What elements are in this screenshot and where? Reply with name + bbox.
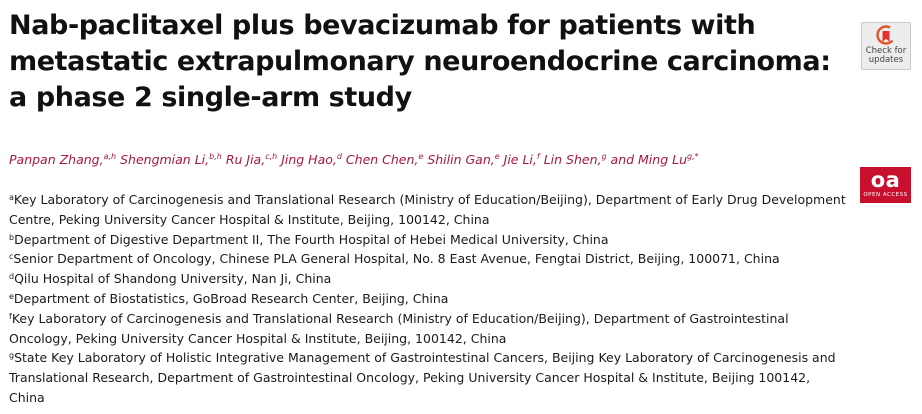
affiliation-text: Qilu Hospital of Shandong University, Nan Ji, China <box>14 271 332 287</box>
open-access-mark: oa <box>870 168 901 192</box>
author-affiliation-superscript: e <box>494 152 500 161</box>
open-access-label: OPEN ACCESS <box>863 192 908 198</box>
author-affiliation-superscript: g <box>601 152 607 161</box>
author-name[interactable]: and Ming Lu <box>610 152 687 167</box>
open-access-logo <box>860 167 911 203</box>
article-title: Nab-paclitaxel plus bevacizumab for patients with metastatic extrapulmonary neuroendocrine carcinoma: a phase 2 single-arm study <box>9 10 831 113</box>
author-name[interactable]: Shengmian Li, <box>120 152 210 167</box>
affiliation-item <box>9 289 849 309</box>
author-name[interactable]: Panpan Zhang, <box>9 152 104 167</box>
affiliation-text: Department of Biostatistics, GoBroad Research Center, Beijing, China <box>13 290 449 306</box>
affiliation-item <box>9 190 849 230</box>
affiliation-item <box>9 230 849 250</box>
affiliation-item <box>9 309 849 349</box>
affiliation-letter: d <box>9 272 15 282</box>
author-name[interactable]: Ru Jia, <box>225 152 266 167</box>
author-affiliation-superscript: e <box>418 152 424 161</box>
author-list <box>9 151 839 169</box>
affiliation-text: Senior Department of Oncology, Chinese PLA General Hospital, No. 8 East Avenue, Fengtai District, Beijing, 100071, China <box>13 251 780 267</box>
author-affiliation-superscript: b,h <box>209 152 222 161</box>
author-affiliation-superscript: c,h <box>265 152 278 161</box>
affiliation-letter: a <box>9 193 14 202</box>
affiliation-item <box>9 249 849 269</box>
author-affiliation-superscript: d <box>336 152 342 161</box>
affiliation-letter: f <box>9 311 12 321</box>
affiliation-list <box>9 190 849 408</box>
author-affiliation-superscript: g,* <box>687 152 699 161</box>
affiliation-text: State Key Laboratory of Holistic Integrative Management of Gastrointestinal Cancers, Beijing Key Laboratory of Carcinogenesis and Translational Research, Department of Gastrointestinal Oncology, Peking University Cancer Hospital & Institute, Beijing 100142, China <box>9 350 836 405</box>
bookmark-ribbon-icon <box>876 25 896 47</box>
badge-text-line2: updates <box>868 55 904 65</box>
author-name[interactable]: Shilin Gan, <box>427 152 495 167</box>
affiliation-text: Key Laboratory of Carcinogenesis and Translational Research (Ministry of Education/Beijing), Department of Gastrointestinal Oncology, Peking University Cancer Hospital & Institute, Beijing, 100142, China <box>9 310 789 346</box>
affiliation-item <box>9 348 849 407</box>
affiliation-letter: c <box>9 252 14 262</box>
author-affiliation-superscript: a,h <box>103 152 117 161</box>
affiliation-letter: b <box>9 232 15 242</box>
affiliation-item <box>9 269 849 289</box>
author-name[interactable]: Jie Li, <box>503 152 537 167</box>
author-name[interactable]: Lin Shen, <box>543 152 602 167</box>
author-name[interactable]: Jing Hao, <box>281 152 337 167</box>
affiliation-text: Department of Digestive Department II, The Fourth Hospital of Hebei Medical University, China <box>14 231 609 247</box>
author-name[interactable]: Chen Chen, <box>345 152 419 167</box>
badge-text-line1: Check for <box>865 46 907 56</box>
affiliation-letter: e <box>9 291 14 301</box>
affiliation-text: Key Laboratory of Carcinogenesis and Translational Research (Ministry of Education/Beijing), Department of Early Drug Development Centre, Peking University Cancer Hospital & Institute, Beijing, 100142, China <box>9 192 846 227</box>
author-affiliation-superscript: f <box>536 152 540 161</box>
affiliation-letter: g <box>9 351 15 361</box>
check-for-updates-badge[interactable] <box>861 22 911 70</box>
